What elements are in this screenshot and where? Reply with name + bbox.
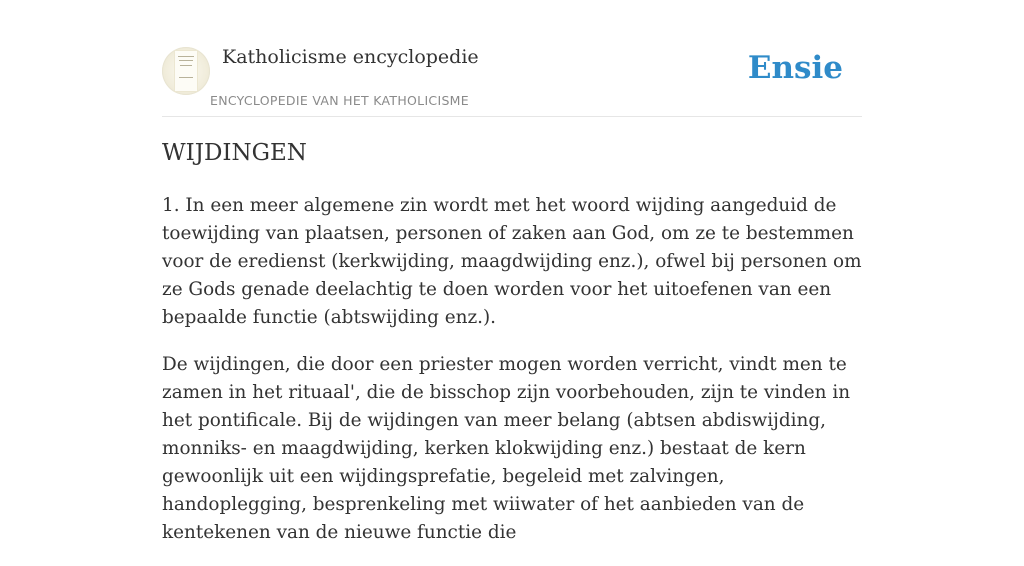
site-subtitle: ENCYCLOPEDIE VAN HET KATHOLICISME [210, 93, 469, 108]
site-header [162, 0, 862, 117]
ensie-brand-logo[interactable]: Ensie [747, 50, 843, 86]
site-title-link[interactable]: Katholicisme encyclopedie [222, 46, 479, 68]
encyclopedia-logo-icon[interactable] [162, 47, 210, 95]
article-title: WIJDINGEN [162, 140, 307, 166]
article-body [162, 192, 862, 566]
article-paragraph-1: 1. In een meer algemene zin wordt met het woord wijding aangeduid de toewijding van plaatsen, personen of zaken aan God, om ze te bestemmen voor de eredienst (kerkwijding, maagdwijding enz.), ofwel bij personen om ze Gods genade deelachtig te doen worden voor het uitoefenen van een bepaalde functie (abtswijding enz.). [162, 195, 862, 328]
article-paragraph-2: De wijdingen, die door een priester mogen worden verricht, vindt men te zamen in het rituaal', die de bisschop zijn voorbehouden, zijn te vinden in het pontificale. Bij de wijdingen van meer belang (abtsen abdiswijding, monniks- en maagdwijding, kerken klokwijding enz.) bestaat de kern gewoonlijk uit een wijdingsprefatie, begeleid met zalvingen, handoplegging, besprenkeling met wiiwater of het aanbieden van de kentekenen van de nieuwe functie die [162, 354, 851, 543]
book-cover-icon [175, 51, 197, 91]
